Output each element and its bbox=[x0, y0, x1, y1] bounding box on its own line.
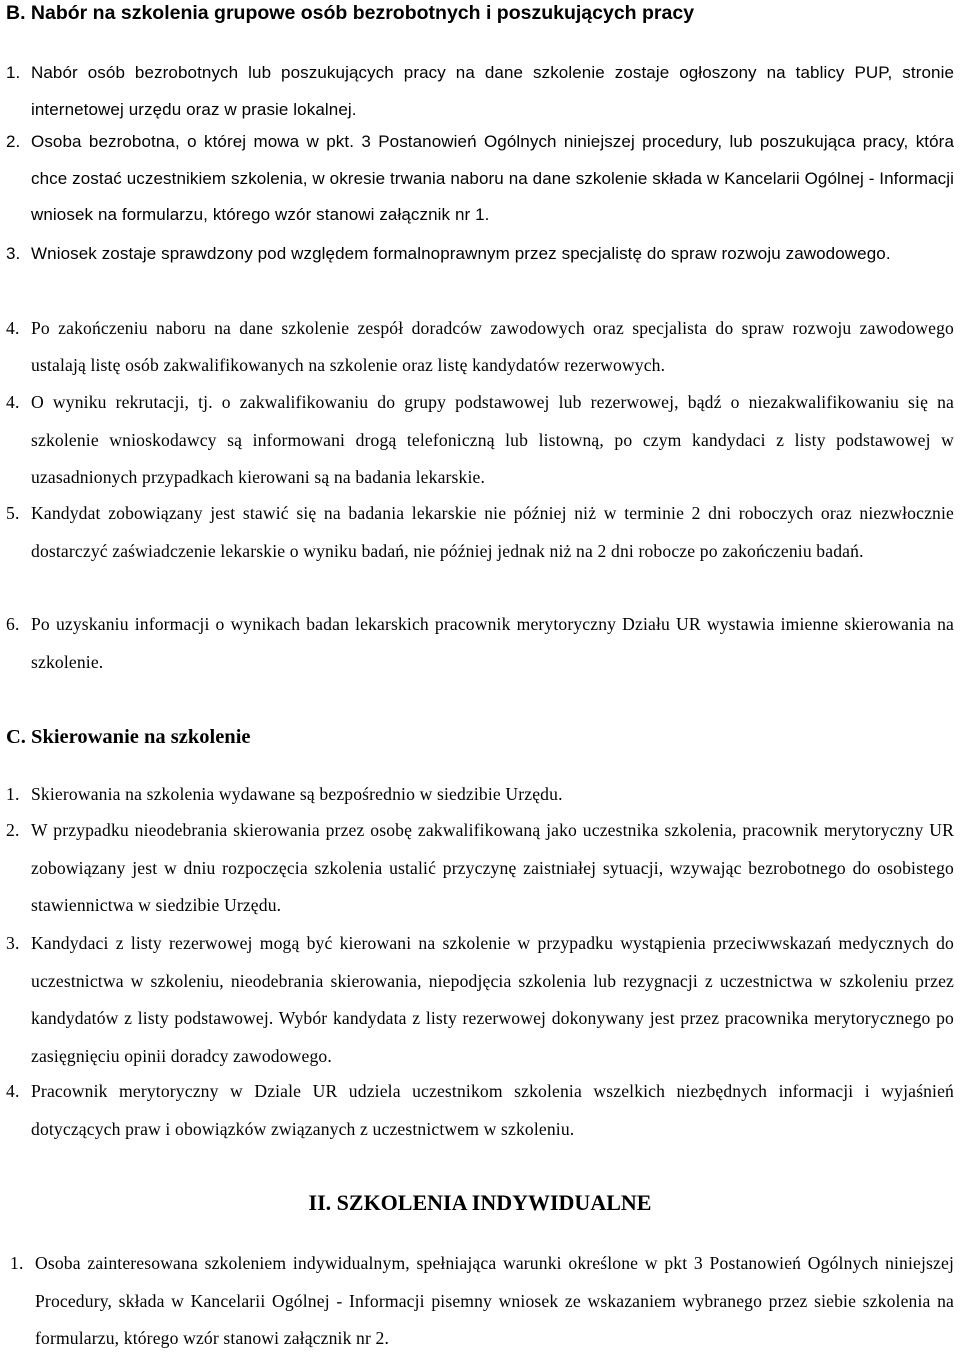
item-number: 3. bbox=[6, 244, 21, 263]
item-text: Po uzyskaniu informacji o wynikach badan lekarskich pracownik merytoryczny Działu UR wystawia imienne skierowania na szkolenie. bbox=[31, 614, 954, 672]
section-b-item-3 bbox=[6, 236, 954, 273]
section-c-item-3 bbox=[6, 925, 954, 1075]
section-c-item-1 bbox=[6, 777, 954, 813]
section-b-item-1 bbox=[6, 55, 954, 128]
section-b-item-6 bbox=[6, 606, 954, 681]
section-b-item-4b bbox=[6, 384, 954, 497]
item-text: Osoba zainteresowana szkoleniem indywidualnym, spełniająca warunki określone w pkt 3 Postanowień Ogólnych niniejszej Procedury, składa w Kancelarii Ogólnej - Informacji pisemny wniosek ze wskazaniem wybranego przez siebie szkolenia na formularzu, którego wzór stanowi załącznik nr 2. bbox=[35, 1253, 954, 1348]
item-number: 1. bbox=[10, 1253, 24, 1273]
section-b-item-5 bbox=[6, 495, 954, 570]
item-text: Pracownik merytoryczny w Dziale UR udziela uczestnikom szkolenia wszelkich niezbędnych informacji i wyjaśnień dotyczących praw i obowiązków związanych z uczestnictwem w szkoleniu. bbox=[31, 1081, 954, 1139]
item-text: W przypadku nieodebrania skierowania przez osobę zakwalifikowaną jako uczestnika szkolenia, pracownik merytoryczny UR zobowiązany jest w dniu rozpoczęcia szkolenia ustalić przyczynę zaistniałej sytuacji, wzywając bezrobotnego do osobistego stawiennictwa w siedzibie Urzędu. bbox=[31, 820, 954, 915]
section-b-heading: B. Nabór na szkolenia grupowe osób bezrobotnych i poszukujących pracy bbox=[6, 2, 695, 24]
item-text: O wyniku rekrutacji, tj. o zakwalifikowaniu do grupy podstawowej lub rezerwowej, bądź o niezakwalifikowaniu się na szkolenie wnioskodawcy są informowani drogą telefoniczną lub listowną, po czym kandydaci z listy podstawowej w uzasadnionych przypadkach kierowani są na badania lekarskie. bbox=[31, 392, 954, 487]
item-number: 4. bbox=[6, 1081, 20, 1101]
section-ii-item-1 bbox=[10, 1245, 954, 1352]
section-ii-heading: II. SZKOLENIA INDYWIDUALNE bbox=[308, 1190, 652, 1215]
item-number: 3. bbox=[6, 933, 20, 953]
item-number: 4. bbox=[6, 392, 20, 412]
item-text: Wniosek zostaje sprawdzony pod względem formalnoprawnym przez specjalistę do spraw rozwoju zawodowego. bbox=[31, 244, 891, 263]
item-text: Osoba bezrobotna, o której mowa w pkt. 3 Postanowień Ogólnych niniejszej procedury, lub poszukująca pracy, która chce zostać uczestnikiem szkolenia, w okresie trwania naboru na dane szkolenie składa w Kancelarii Ogólnej - Informacji wniosek na formularzu, którego wzór stanowi załącznik nr 1. bbox=[31, 132, 954, 224]
item-text: Nabór osób bezrobotnych lub poszukujących pracy na dane szkolenie zostaje ogłoszony na tablicy PUP, stronie internetowej urzędu oraz w prasie lokalnej. bbox=[31, 63, 954, 119]
item-number: 5. bbox=[6, 503, 20, 523]
item-number: 4. bbox=[6, 318, 20, 338]
item-text: Skierowania na szkolenia wydawane są bezpośrednio w siedzibie Urzędu. bbox=[31, 784, 563, 804]
item-number: 1. bbox=[6, 784, 20, 804]
section-c-item-2 bbox=[6, 812, 954, 925]
item-number: 2. bbox=[6, 820, 20, 840]
item-text: Kandydaci z listy rezerwowej mogą być kierowani na szkolenie w przypadku wystąpienia przeciwwskazań medycznych do uczestnictwa w szkoleniu, nieodebrania skierowania, niepodjęcia szkolenia lub rezygnacji z uczestnictwa w szkoleniu przez kandydatów z listy podstawowej. Wybór kandydata z listy rezerwowej dokonywany jest przez pracownika merytorycznego po zasięgnięciu opinii doradcy zawodowego. bbox=[31, 933, 954, 1066]
item-number: 1. bbox=[6, 63, 21, 82]
item-text: Kandydat zobowiązany jest stawić się na badania lekarskie nie później niż w terminie 2 dni roboczych oraz niezwłocznie dostarczyć zaświadczenie lekarskie o wyniku badań, nie później jednak niż na 2 dni robocze po zakończeniu badań. bbox=[31, 503, 954, 561]
item-number: 6. bbox=[6, 614, 20, 634]
section-c-heading: C. Skierowanie na szkolenie bbox=[6, 726, 251, 748]
item-text: Po zakończeniu naboru na dane szkolenie zespół doradców zawodowych oraz specjalista do spraw rozwoju zawodowego ustalają listę osób zakwalifikowanych na szkolenie oraz listę kandydatów rezerwowych. bbox=[31, 318, 954, 375]
section-b-item-2 bbox=[6, 124, 954, 234]
section-b-item-4 bbox=[6, 310, 954, 383]
section-c-item-4 bbox=[6, 1073, 954, 1148]
item-number: 2. bbox=[6, 132, 21, 151]
